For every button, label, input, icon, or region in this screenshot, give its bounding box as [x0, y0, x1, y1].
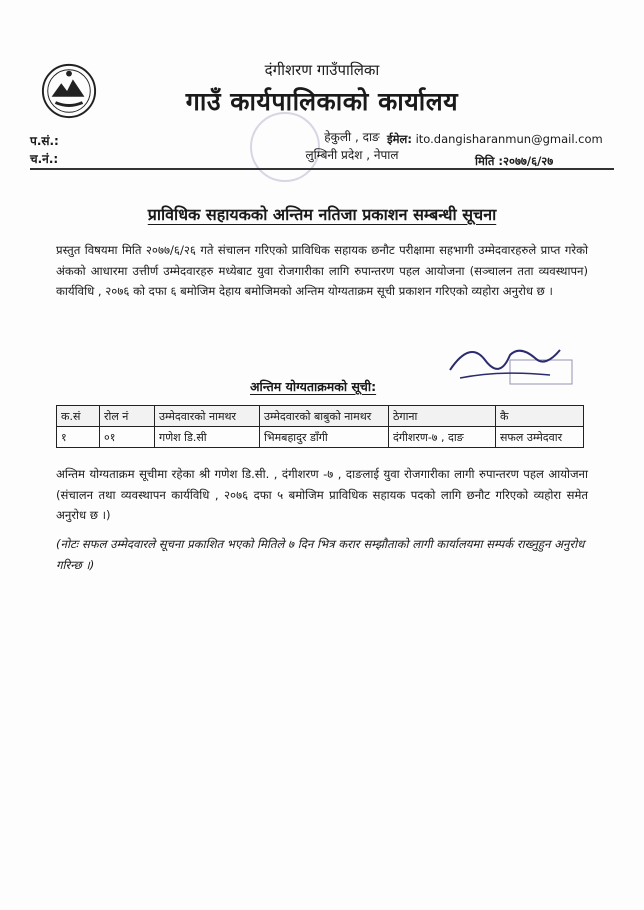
- cell-candidate-name: गणेश डि.सी: [155, 427, 260, 448]
- office-title: गाउँ कार्यपालिकाको कार्यालय: [185, 87, 459, 116]
- table-row: [57, 427, 584, 448]
- signature-stamp: [440, 330, 580, 390]
- body-paragraph-2: अन्तिम योग्यताक्रम सूचीमा रहेका श्री गणेश डि.सी. , दंगीशरण -७ , दाङलाई युवा रोजगारीका लागी रुपान्तरण पहल आयोजना (संचालन तथा व्यवस्थापन कार्यविधि , २०७६ दफा ५ बमोजिम प्राविधिक सहायक पदको लागि छनौट गरिएको व्यहोरा समेत अनुरोध छ ।): [56, 467, 588, 522]
- header-divider: [30, 168, 614, 170]
- email-line: [387, 132, 603, 147]
- address-line-1: हेकुली , दाङ: [324, 130, 380, 144]
- ref-number-label: प.सं.:: [30, 134, 59, 148]
- cell-remarks: सफल उम्मेदवार: [496, 427, 584, 448]
- email-address: ito.dangisharanmun@gmail.com: [415, 132, 603, 146]
- cell-serial: १: [57, 427, 100, 448]
- note-text: (नोटः सफल उम्मेदवारले सूचना प्रकाशित भएको मितिले ७ दिन भित्र करार सम्झौताको लागी कार्यालयमा सम्पर्क राख्नुहुन अनुरोध गरिन्छ ।): [56, 537, 585, 572]
- col-roll: रोल नं: [100, 406, 155, 427]
- cell-father-name: भिमबहादुर डाँगी: [260, 427, 389, 448]
- notice-subject: [0, 203, 644, 225]
- col-father-name: उम्मेदवारको बाबुको नामथर: [260, 406, 389, 427]
- body-paragraph-1: प्रस्तुत विषयमा मिति २०७७/६/२६ गते संचालन गरिएको प्राविधिक सहायक छनौट परीक्षामा सहभागी उम्मेदवारहरुले प्राप्त गरेको अंकको आधारमा उत्तीर्ण उम्मेदवारहरु मध्येबाट युवा रोजगारीका लागि रुपान्तरण पहल आयोजना (सञ्चालन तता व्यवस्थापन) कार्यविधि , २०७६ को दफा ६ बमोजिम देहाय बमोजिमको अन्तिम योग्यताक्रम सूची प्रकाशन गरिएको व्यहोरा अनुरोध छ ।: [56, 243, 588, 298]
- email-label: ईमेल:: [387, 132, 412, 146]
- col-candidate-name: उम्मेदवारको नामथर: [155, 406, 260, 427]
- office-name: दंगीशरण गाउँपालिका: [264, 61, 380, 79]
- address-line-2: लुम्बिनी प्रदेश , नेपाल: [305, 148, 399, 162]
- cell-address: दंगीशरण-७ , दाङ: [389, 427, 496, 448]
- subject-text: प्राविधिक सहायकको अन्तिम नतिजा प्रकाशन सम्बन्धी सूचना: [147, 205, 497, 224]
- table-header-row: [57, 406, 584, 427]
- col-address: ठेगाना: [389, 406, 496, 427]
- col-remarks: कै: [496, 406, 584, 427]
- list-title: अन्तिम योग्यताक्रमको सूची:: [250, 379, 377, 394]
- col-serial: क.सं: [57, 406, 100, 427]
- notice-date: मिति :२०७७/६/२७: [475, 154, 554, 168]
- cell-roll: ०१: [100, 427, 155, 448]
- dispatch-number-label: च.नं.:: [30, 152, 59, 166]
- results-table: [56, 405, 584, 448]
